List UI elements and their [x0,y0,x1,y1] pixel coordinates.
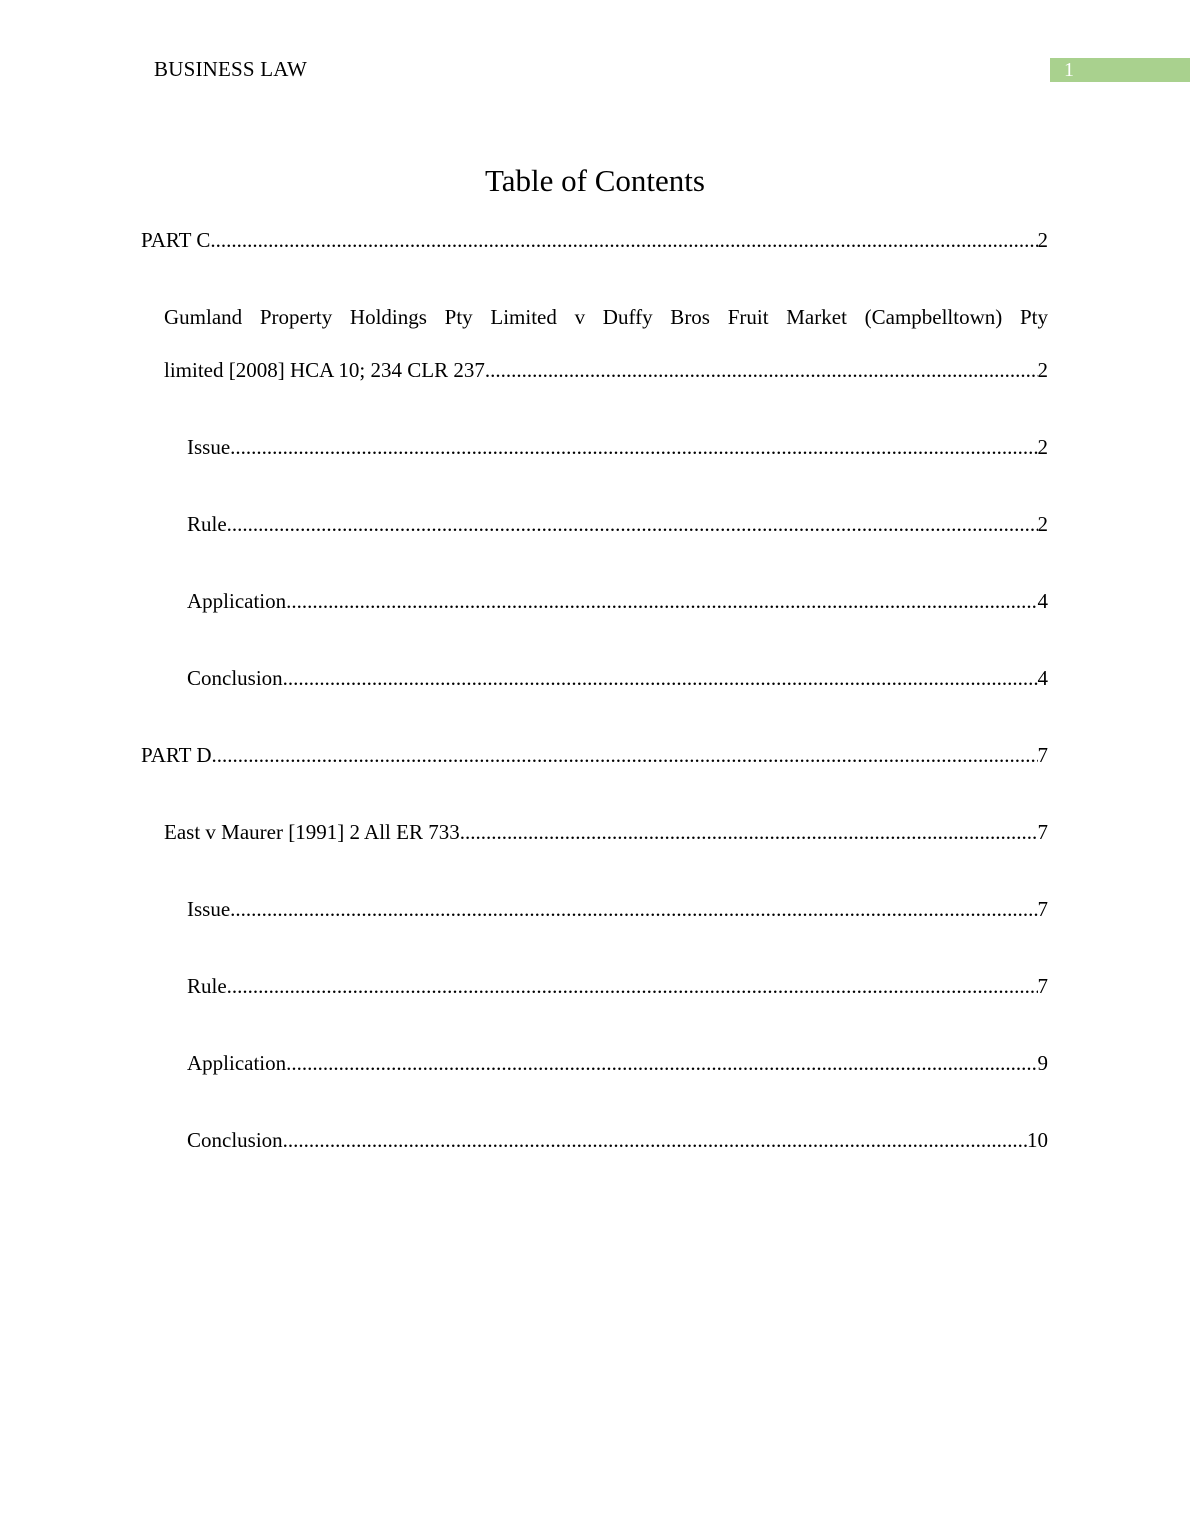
running-header-title: BUSINESS LAW [154,57,307,81]
toc-entry-conclusion-c[interactable] [187,666,1048,690]
page-number-badge: 1 [1050,58,1190,82]
toc-entry-label: PART D [141,743,212,767]
toc-entry-rule-d[interactable] [187,974,1048,998]
toc-title: Table of Contents [485,163,705,198]
toc-entry-label: Application [187,589,287,613]
toc-entry-label-line1: Gumland Property Holdings Pty Limited v Duffy Bros Fruit Market (Campbelltown) Pty [164,305,1048,329]
toc-dot-leader [227,512,1038,536]
toc-entry-page: 2 [1037,358,1048,382]
toc-dot-leader [283,1128,1027,1152]
toc-entry-application-c[interactable] [187,589,1048,613]
toc-entry-issue-c[interactable] [187,435,1048,459]
toc-entry-label-line2: limited [2008] HCA 10; 234 CLR 237 [164,358,485,382]
toc-dot-leader [230,897,1037,921]
toc-entry-rule-c[interactable] [187,512,1048,536]
toc-dot-leader [283,666,1038,690]
toc-entry-label: Conclusion [187,1128,283,1152]
toc-entry-part-d[interactable] [141,743,1048,767]
toc-entry-page: 2 [1037,435,1048,459]
toc-entry-label: Application [187,1051,287,1075]
toc-entry-page: 7 [1037,897,1048,921]
toc-entry-application-d[interactable] [187,1051,1048,1075]
toc-entry-issue-d[interactable] [187,897,1048,921]
toc-entry-page: 2 [1037,228,1048,252]
toc-dot-leader [230,435,1037,459]
toc-entry-label: Rule [187,974,227,998]
toc-entry-label: Rule [187,512,227,536]
toc-dot-leader [227,974,1038,998]
toc-entry-label: Issue [187,897,231,921]
toc-entry-label: PART C [141,228,211,252]
toc-entry-conclusion-d[interactable] [187,1128,1048,1152]
toc-dot-leader [485,358,1038,382]
toc-entry-page: 4 [1037,589,1048,613]
toc-entry-label: Issue [187,435,231,459]
toc-entry-part-c[interactable] [141,228,1048,252]
toc-dot-leader [210,228,1037,252]
toc-entry-east-v-maurer[interactable] [164,820,1048,844]
toc-dot-leader [212,743,1038,767]
toc-entry-page: 9 [1037,1051,1048,1075]
toc-dot-leader [286,1051,1037,1075]
toc-entry-gumland[interactable] [164,305,1048,382]
toc-entry-page: 10 [1027,1128,1048,1152]
toc-dot-leader [460,820,1038,844]
toc-dot-leader [286,589,1037,613]
toc-entry-page: 4 [1037,666,1048,690]
toc-entry-page: 7 [1037,820,1048,844]
toc-entry-page: 7 [1037,974,1048,998]
toc-entry-label: East v Maurer [1991] 2 All ER 733 [164,820,460,844]
toc-entry-label: Conclusion [187,666,283,690]
toc-entry-page: 7 [1037,743,1048,767]
toc-entry-page: 2 [1037,512,1048,536]
